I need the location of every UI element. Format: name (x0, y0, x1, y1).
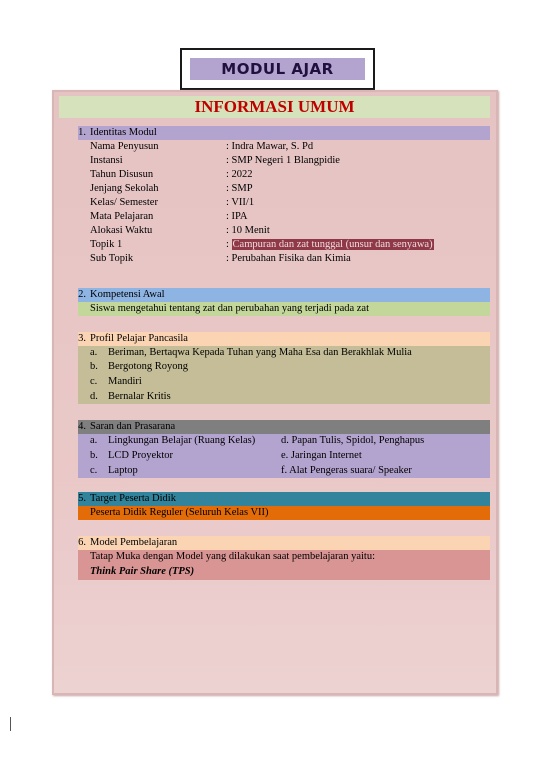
list-item: a. Beriman, Bertaqwa Kepada Tuhan yang Maha Esa dan Berakhlak Mulia (90, 347, 412, 358)
list-item: b. Bergotong Royong (90, 361, 189, 372)
section-profil-heading: 3. Profil Pelajar Pancasila (78, 332, 490, 346)
list-item: f. Alat Pengeras suara/ Speaker (281, 465, 412, 476)
model-text-block (78, 550, 490, 580)
topic-highlight: Campuran dan zat tunggal (unsur dan senyawa) (232, 239, 433, 250)
identitas-row: Mata Pelajaran : IPA (90, 211, 248, 222)
section-target-heading: 5. Target Peserta Didik (78, 492, 490, 506)
identitas-row: Tahun Disusun : 2022 (90, 169, 253, 180)
target-text: Peserta Didik Reguler (Seluruh Kelas VII) (78, 506, 490, 520)
title-box (180, 48, 375, 90)
section-model-heading: 6. Model Pembelajaran (78, 536, 490, 550)
list-item: c. Laptop (90, 465, 138, 476)
sarana-list (78, 434, 490, 478)
list-item: d. Bernalar Kritis (90, 391, 171, 402)
identitas-row: Topik 1 : Campuran dan zat tunggal (unsur dan senyawa) (90, 239, 433, 250)
list-item: b. LCD Proyektor (90, 450, 174, 461)
info-card (52, 90, 498, 695)
identitas-row: Nama Penyusun : Indra Mawar, S. Pd (90, 141, 314, 152)
text-cursor-marker (10, 717, 11, 731)
section-kompetensi-heading: 2. Kompetensi Awal (78, 288, 490, 302)
profil-list (78, 346, 490, 404)
list-item: d. Papan Tulis, Spidol, Penghapus (281, 435, 425, 446)
model-name: Think Pair Share (TPS) (90, 566, 195, 577)
identitas-row: Instansi : SMP Negeri 1 Blangpidie (90, 155, 340, 166)
identitas-row: Kelas/ Semester : VII/1 (90, 197, 255, 208)
identitas-row: Sub Topik : Perubahan Fisika dan Kimia (90, 253, 351, 264)
kompetensi-text: Siswa mengetahui tentang zat dan perubahan yang terjadi pada zat (78, 302, 490, 316)
identitas-row: Alokasi Waktu : 10 Menit (90, 225, 270, 236)
list-item: a. Lingkungan Belajar (Ruang Kelas) (90, 435, 256, 446)
list-item: c. Mandiri (90, 376, 142, 387)
model-description: Tatap Muka dengan Model yang dilakukan saat pembelajaran yaitu: (90, 551, 376, 562)
section-sarana-heading: 4. Saran dan Prasarana (78, 420, 490, 434)
document-title: MODUL AJAR (190, 58, 365, 80)
identitas-row: Jenjang Sekolah : SMP (90, 183, 253, 194)
list-item: e. Jaringan Internet (281, 450, 362, 461)
info-header: INFORMASI UMUM (59, 96, 490, 118)
section-identitas-heading: 1. Identitas Modul (78, 126, 490, 140)
